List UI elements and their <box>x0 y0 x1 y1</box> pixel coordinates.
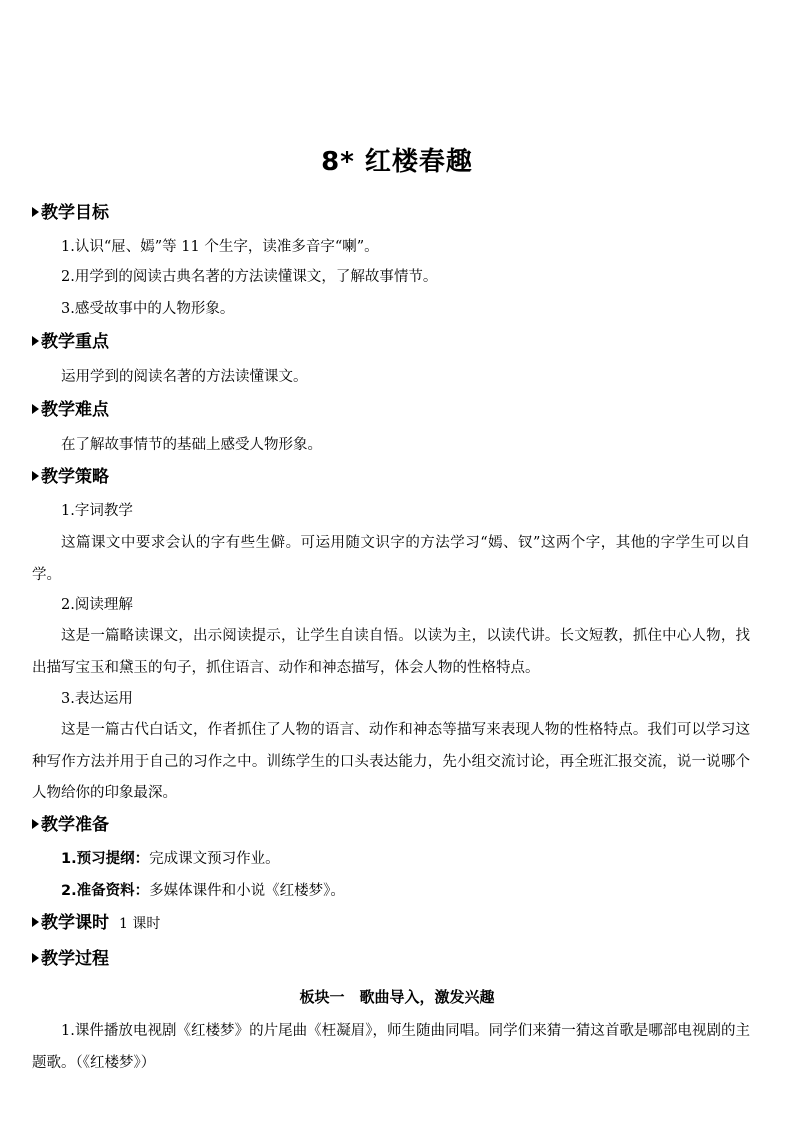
triangle-bullet-icon <box>32 819 39 829</box>
heading-difficulty <box>32 398 109 422</box>
objective-item-2: 2.用学到的阅读古典名著的方法读懂课文，了解故事情节。 <box>61 269 438 285</box>
heading-preparation-text: 教学准备 <box>41 815 109 835</box>
preparation-item-2-label: 2.准备资料： <box>61 883 150 899</box>
strategy-subtitle-3: 3.表达运用 <box>61 691 133 707</box>
heading-key-point <box>32 330 109 354</box>
strategy-text-3: 这是一篇古代白话文，作者抓住了人物的语言、动作和神态等描写来表现人物的性格特点。我们可以学习这种写作方法并用于自己的习作之中。训练学生的口头表达能力，先小组交流讨论，再全班汇报交流，说一说哪个人物给你的印象最深。 <box>32 722 750 801</box>
strategy-subtitle-1: 1.字词教学 <box>61 503 133 519</box>
heading-process <box>32 947 109 971</box>
section-title-1: 板块一 歌曲导入，激发兴趣 <box>299 988 495 1006</box>
heading-strategy <box>32 465 109 489</box>
lesson-title: 8* 红楼春趣 <box>321 147 473 177</box>
heading-preparation <box>32 813 109 837</box>
preparation-item-1-text: 完成课文预习作业。 <box>149 851 280 867</box>
strategy-text-2: 这是一篇略读课文，出示阅读提示，让学生自读自悟。以读为主，以读代讲。长文短教，抓住中心人物，找出描写宝玉和黛玉的句子，抓住语言、动作和神态描写，体会人物的性格特点。 <box>32 628 750 676</box>
heading-periods-text: 教学课时 <box>41 913 109 933</box>
heading-objectives <box>32 201 109 225</box>
preparation-item-2 <box>32 876 750 908</box>
process-item-1: 1.课件播放电视剧《红楼梦》的片尾曲《枉凝眉》，师生随曲同唱。同学们来猜一猜这首歌是哪部电视剧的主题歌。（《红楼梦》） <box>32 1023 750 1071</box>
heading-objectives-text: 教学目标 <box>41 203 109 223</box>
key-point-text: 运用学到的阅读名著的方法读懂课文。 <box>61 369 308 385</box>
triangle-bullet-icon <box>32 336 39 346</box>
triangle-bullet-icon <box>32 917 39 927</box>
preparation-item-1 <box>32 844 750 876</box>
periods-value: 1 课时 <box>119 916 161 932</box>
strategy-subtitle-2: 2.阅读理解 <box>61 597 133 613</box>
heading-key-point-text: 教学重点 <box>41 332 109 352</box>
heading-process-text: 教学过程 <box>41 949 109 969</box>
objective-item-1: 1.认识“屉、嫣”等 11 个生字，读准多音字“喇”。 <box>61 239 379 255</box>
preparation-item-2-text: 多媒体课件和小说《红楼梦》。 <box>149 883 345 899</box>
strategy-text-1: 这篇课文中要求会认的字有些生僻。可运用随文识字的方法学习“嫣、钗”这两个字，其他的字学生可以自学。 <box>32 535 750 583</box>
preparation-item-1-label: 1.预习提纲： <box>61 851 150 867</box>
triangle-bullet-icon <box>32 471 39 481</box>
difficulty-text: 在了解故事情节的基础上感受人物形象。 <box>61 437 322 453</box>
heading-difficulty-text: 教学难点 <box>41 400 109 420</box>
heading-periods <box>32 911 160 936</box>
objective-item-3: 3.感受故事中的人物形象。 <box>61 301 235 317</box>
triangle-bullet-icon <box>32 207 39 217</box>
heading-strategy-text: 教学策略 <box>41 467 109 487</box>
triangle-bullet-icon <box>32 404 39 414</box>
triangle-bullet-icon <box>32 953 39 963</box>
